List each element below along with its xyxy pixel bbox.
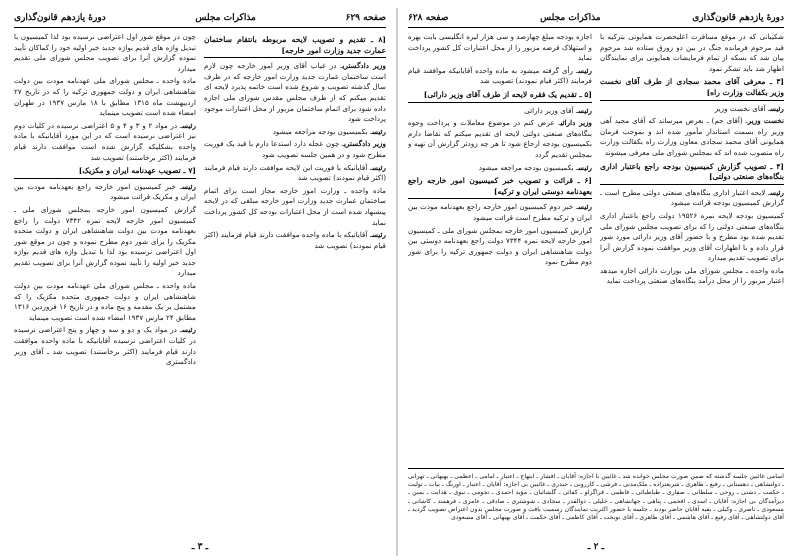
paragraph: گزارش کمیسیون امور خارجه بمجلس شورای ملی ـ کمیسیون امور خارجه لایحه نمره ۷۳۴۲ دولت را راجع بعهدنامه مودت بین دولت شاهنشاهی ایران و دولت متحده مکزیک را برای شور دوم مطرح نموده و چون در موقع شور اول اعتراضی نرسیده بود لذا با تبدیل واژه های قدیم بواژه جدید خبر اولیه را تأیید نموده گزارش آنرا برای تصویب تقدیم میدارد [14, 204, 196, 278]
paragraph [14, 121, 196, 163]
page-628 [400, 0, 792, 560]
speaker-name: رئیس [577, 65, 592, 75]
speaker-name: رئیس [371, 230, 386, 240]
page-629 [6, 0, 394, 560]
speech-text: ـ آقایانیکه با فوریت این لایحه موافقت دارند قیام فرمایند (اکثر قیام نمودند) تصویب شد [204, 162, 386, 183]
text-columns [14, 32, 386, 464]
paragraph: ماده واحده ـ مجلس شورای ملی عهدنامه مودت بین دولت شاهنشاهی ایران و دولت جمهوری متحده مکزیک را که مشتمل بر یک مقدمه و پنج ماده و در تاریخ ۱۶ فروردین ۱۳۱۶ مطابق ۲۴ مارس ۱۹۳۷ امضاء شده است تصویب مینماید [14, 281, 196, 322]
page-footer-number: ـ ۳ ـ [191, 542, 209, 552]
paragraph [600, 116, 784, 158]
speech-text: ـ رأی گرفته میشود به ماده واحده آقایانیکه موافقند قیام فرمایند (اکثر قیام نمودند) تصویب شد [408, 65, 592, 86]
section-heading: [۶ ـ قرائت و تصویب خبر کمیسیون امور خارجه راجع بعهدنامه دوستی ایران و ترکیه] [408, 176, 592, 199]
paragraph [14, 325, 196, 367]
paragraph [204, 127, 386, 138]
paragraph [204, 163, 386, 184]
paragraph: ماده واحده ـ مجلس شورای ملی عهدنامه مودت بین دولت شاهنشاهی ایران و دولت جمهوری ترکیه را که در تاریخ ۲۷ اردیبهشت ماه ۱۳۱۵ مطابق با ۱۸ مارس ۱۹۳۷ در طهران امضاء شده است تصویب مینماید [14, 76, 196, 118]
speech-text: ـ عرض کنم در موضوع معاملات و پرداخت وجوه بنگاه‌های صنعتی دولتی لایحه ای تقدیم میکنم که تقاضا دارم بکمیسیون بودجه ارجاع شود تا هر چه زودتر گزارش آن تهیه و بمجلس تقدیم گردد [408, 118, 592, 159]
speech-text: ـ چون عجله دارد استدعا دارم با قید یک فوریت مطرح شود و در همین جلسه تصویب شود [204, 139, 386, 159]
speaker-name: رئیس [577, 202, 592, 212]
attendance-index: اسامی غائبین جلسه گذشته که ضمن صورت مجلس خوانده شد ـ غائبین با اجازه: آقایان ـ افشار ـ ابتهاج ـ اعتبار ـ امامی ـ اعظمی ـ بهبهانی ـ تهرانی ـ دولتشاهی ـ دهستانی ـ رفیع ـ طاهری ـ شریعتزاده ـ ملک‌مدنی ـ فرشی ـ کازرونی ـ حیدری ـ غائبین بی اجازه: آقایان ـ اعتبار ـ اورنگ ـ بیات ـ تولیت ـ حکمت ـ دشتی ـ روحی ـ سلطانی ـ صفاری ـ طباطبائی ـ فاطمی ـ قراگزلو ـ کفائی ـ گلشائیان ـ مؤید احمدی ـ نجومی ـ نبوی ـ هدایت ـ یمین ـ دیرآمدگان بی اجازه: آقایان ـ اسدی ـ افخمی ـ پناهی ـ جهانشاهی ـ خلیلی ـ ذوالقدر ـ سجادی ـ شوشتری ـ صادقی ـ عامری ـ فرهمند ـ کاشانی ـ مسعودی ـ ناصری ـ وکیلی ـ بقیه آقایان حاضر بودند ـ جلسه با حضور اکثریت نمایندگان رسمیت یافت و صورت مجلس بدون اعتراض تصویب گردید ـ آقای دولتشاهی ـ آقای رفیع ـ آقای هاشمی ـ آقای طاهری ـ آقای نوبخت ـ آقای کاظمی ـ آقای حکمت ـ آقای بهبهانی ـ آقای مسعودی [408, 473, 784, 522]
page-footer-number: ـ ۲ ـ [587, 542, 605, 552]
paragraph [408, 106, 592, 117]
speaker-name: رئیس [181, 120, 196, 130]
paragraph [600, 104, 784, 115]
speech-text: ـ آقای نخست وزیر [714, 103, 770, 113]
speaker-name: رئیس [769, 103, 784, 113]
speaker-name: رئیس [181, 325, 196, 335]
speech-text: ـ خبر کمیسیون امور خارجه راجع بعهدنامه مودت بین ایران و مکزیک قرائت میشود [14, 181, 196, 202]
section-heading: [۵ ـ تقدیم یک فقره لایحه از طرف آقای وزیر دارائی] [408, 90, 592, 103]
speech-text: ـ آقایانیکه با ماده واحده موافقت دارند قیام فرمایند (اکثر قیام نمودند) تصویب شد [204, 230, 386, 250]
header-page-number: صفحه ۶۲۸ [408, 13, 449, 23]
header-journal-title: مذاکرات مجلس [195, 13, 256, 23]
column-right [600, 32, 784, 462]
paragraph [600, 188, 784, 209]
paragraph [204, 61, 386, 125]
speaker-name: نخست وزیر [747, 116, 784, 126]
paragraph: ماده واحده ـ مجلس شورای ملی بوزارت دارائی اجازه میدهد اعتبار مزبور را از محل درآمد بنگاه‌های صنعتی پرداخت نماید [600, 265, 784, 286]
paragraph [408, 66, 592, 87]
speaker-name: وزیر دادگستری [342, 61, 386, 71]
section-heading: [۳ ـ معرفی آقای محمد سجادی از طرف آقای نخست وزیر بکفالت وزارت راه] [600, 77, 784, 100]
speech-text: ـ خبر دوم کمیسیون امور خارجه راجع بعهدنامه مودت بین ایران و ترکیه مطرح است قرائت میشود [408, 202, 592, 222]
speech-text: ـ بکمیسیون بودجه مراجعه میشود [272, 126, 372, 136]
paragraph: ماده واحده ـ وزارت امور خارجه مجاز است برای اتمام ساختمان عمارت جدید وزارت امور خارجه مبلغی که در لایحه پیشنهاد شده است از محل اعتبارات بودجه کل کشور پرداخت نماید [204, 185, 386, 227]
speech-text: ـ در مواد ۲ و ۳ و ۴ و ۵ اعتراضی نرسیده در کلیات دوم نیز اعتراضی نرسیده است که در این مورد آقایانیکه با ماده واحده بشکلیکه گزارش شده است موافقت دارند قیام فرمایند (اکثر برخاستند) تصویب شد [14, 120, 196, 162]
column-left [408, 32, 592, 462]
paragraph [408, 202, 592, 223]
header-rule [14, 27, 386, 28]
page-gutter [396, 8, 398, 556]
speech-text: ـ (آقای جم) ـ بعرض میرساند که آقای مجید آهی وزیر راه بسمت استاندار مأمور شده اند و بموجب فرمان همایونی آقای محمد سجادی معاون وزارت راه بکفالت وزارت راه منصوب شده اند که بمجلس شورای ملی معرفی میشوند [600, 116, 784, 157]
header-journal-title: مذاکرات مجلس [540, 13, 601, 23]
header-rule [408, 27, 784, 28]
paragraph: چون در موقع شور اول اعتراضی نرسیده بود لذا کمیسیون با تبدیل واژه های قدیم بواژه جدید خبر اولیه خود را کماکان تأیید نموده گزارش آنرا برای تصویب مجلس شورای ملی تقدیم میدارد [14, 32, 196, 73]
speaker-name: رئیس [371, 162, 386, 172]
speaker-name: رئیس [577, 162, 592, 172]
paragraph [408, 163, 592, 174]
speech-text: ـ در غیاب آقای وزیر امور خارجه چون لازم است ساختمان عمارت جدید وزارت امور خارجه که در ظرف سال گذشته تصویب و شروع شده است خاتمه پذیرد لایحه ای تقدیم میکنم که از طرف مجلس مقدس شورای ملی اجازه داده شود برای اتمام ساختمان مزبور از محل اعتبارات موجود پرداخت شود [204, 61, 386, 124]
header-page-number: صفحه ۶۲۹ [345, 13, 386, 23]
speech-text: ـ آقای وزیر دارائی [524, 105, 578, 115]
index-divider [408, 468, 784, 469]
section-heading: [۴ ـ تصویب گزارش کمیسیون بودجه راجع باعتبار اداری بنگاه‌های صنعتی دولتی] [600, 162, 784, 185]
speaker-name: وزیر دارائی [560, 118, 592, 128]
paragraph [408, 118, 592, 160]
text-columns [408, 32, 784, 462]
speaker-name: رئیس [371, 126, 386, 136]
speaker-name: وزیر دادگستری [344, 139, 386, 149]
paragraph: شکیباتی که در موقع مسافرت اعلیحضرت همایونی بترکیه با قید مرحوم فرمانده جنگ در بین دو زورق ستاده شد مرحوم بیان شد که بسکه از تمام فرمایشات همایونی برای نمایندگان اظهار شد باید تشکر نمود [600, 32, 784, 73]
header-term: دورهٔ یازدهم قانون‌گذاری [14, 13, 106, 23]
speaker-name: رئیس [181, 181, 196, 191]
column-right [204, 32, 386, 464]
paragraph [14, 182, 196, 203]
column-left [14, 32, 196, 464]
section-heading: [۸ ـ تقدیم و تصویب لایحه مربوطه بانتقام ساختمان عمارت جدید وزارت امور خارجه] [204, 35, 386, 58]
header-term: دورهٔ یازدهم قانون‌گذاری [692, 13, 784, 23]
page-header [14, 10, 386, 26]
page-header [408, 10, 784, 26]
section-heading: [۷ ـ تصویب عهدنامه ایران و مکزیک] [14, 166, 196, 179]
speaker-name: رئیس [577, 105, 592, 115]
paragraph [204, 139, 386, 160]
paragraph: گزارش کمیسیون امور خارجه بمجلس شورای ملی ـ کمیسیون امور خارجه لایحه نمره ۷۳۴۴ دولت راجع بعهدنامه دوستی بین دولت شاهنشاهی ایران و دولت جمهوری ترکیه را برای شور دوم مطرح نمود [408, 225, 592, 267]
paragraph: اجازه بودجه مبلغ چهارصد و سی هزار لیره انگلیسی بابت بهره و استهلاک قرضه مزبور را از محل اعتبارات کل کشور پرداخت نماید [408, 32, 592, 63]
speaker-name: رئیس [769, 187, 784, 197]
paragraph [204, 230, 386, 251]
speech-text: ـ بکمیسیون بودجه مراجعه میشود [478, 162, 578, 172]
speech-text: ـ لایحه اعتبار اداری بنگاه‌های صنعتی دولتی مطرح است ـ گزارش کمیسیون بودجه قرائت میشود [600, 187, 784, 208]
speech-text: ـ در مواد یک و دو و سه و چهار و پنج اعتراضی نرسیده در کلیات اعتراضی نرسیده آقایانیکه با ماده واحده موافقت دارند قیام فرمایند (اکثر برخاستند) تصویب شد ـ آقای وزیر دادگستری [14, 325, 196, 367]
paragraph: کمیسیون بودجه لایحه نمره ۱۹۵۲۶ دولت راجع باعتبار اداری بنگاه‌های صنعتی دولتی را که برای تصویب مجلس شورای ملی تقدیم شده بود مطرح و با حضور آقای وزیر دارائی مورد شور قرار داده و با اظهارات آقای وزیر موافقت نموده گزارش آنرا برای تصویب تقدیم میدارد [600, 210, 784, 263]
